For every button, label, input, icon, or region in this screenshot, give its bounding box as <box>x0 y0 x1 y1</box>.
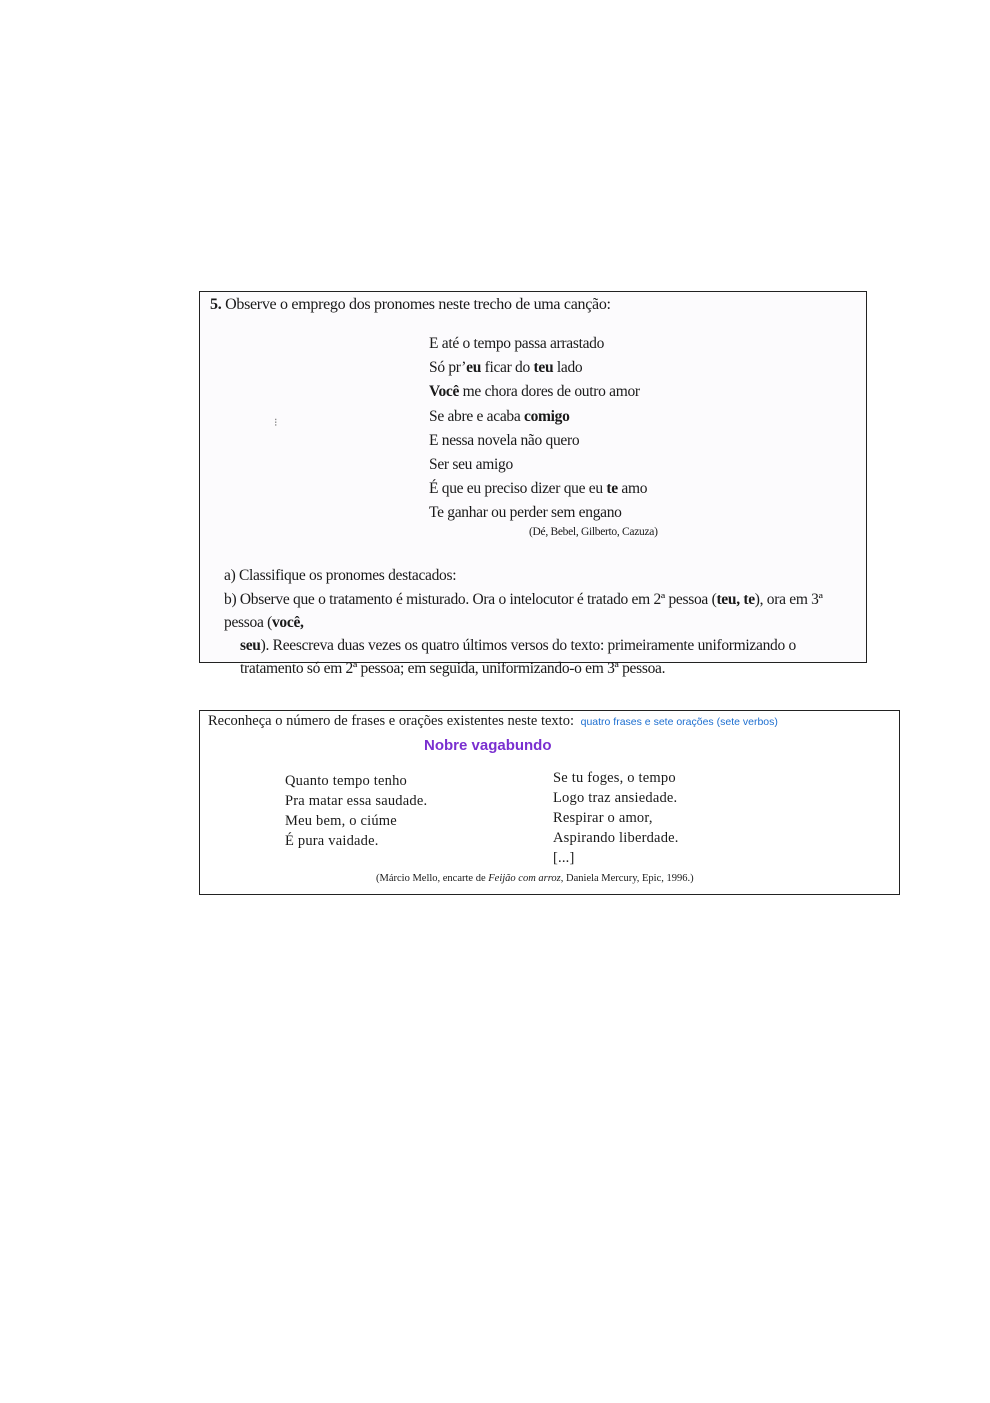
poem-title: Nobre vagabundo <box>424 737 552 754</box>
song-line-segment: teu <box>533 359 554 377</box>
song-line-segment: Ser seu amigo <box>429 455 513 473</box>
song-line <box>429 332 647 356</box>
exercise-6-box <box>199 710 900 895</box>
song-credit: (Dé, Bebel, Gilberto, Cazuza) <box>529 526 658 538</box>
exercise-5-heading <box>210 296 611 314</box>
song-line <box>429 405 647 429</box>
item-b-segment: teu, te <box>716 591 755 608</box>
song-line <box>429 501 647 525</box>
song-line-segment: comigo <box>524 407 570 425</box>
song-line <box>429 477 647 501</box>
exercise-number: 5. <box>210 296 222 313</box>
song-line-segment: É que eu preciso dizer que eu <box>429 480 607 498</box>
song-line-segment: Te ganhar ou perder sem engano <box>429 504 622 522</box>
answer-text: quatro frases e sete orações (sete verbos) <box>580 716 778 728</box>
item-b <box>224 588 854 680</box>
song-line-segment: E até o tempo passa arrastado <box>429 335 605 352</box>
stray-mark: ⁝ <box>274 417 278 429</box>
song-line-segment: eu <box>466 359 482 377</box>
song-line-segment: amo <box>617 480 648 498</box>
song-line-segment: ficar do <box>481 359 534 377</box>
song-line-segment: lado <box>553 359 583 377</box>
item-b-segment: seu <box>240 637 261 654</box>
song-excerpt <box>429 332 658 538</box>
exercise-prompt <box>208 713 778 730</box>
song-line <box>429 356 647 380</box>
source-prefix: (Márcio Mello, encarte de <box>376 873 486 884</box>
item-b-segment: ). Reescreva duas vezes os quatro últimos versos do texto: primeiramente uniformizando o tratamento só em 2ª pessoa; em seguida, uniformizando-o em 3ª pessoa. <box>240 637 796 677</box>
exercise-5-box <box>199 291 867 677</box>
poem-line: Respirar o amor, <box>553 810 653 826</box>
item-a: a) Classifique os pronomes destacados: <box>224 567 457 584</box>
item-b-segment: b) Observe que o tratamento é misturado. Ora o intelocutor é tratado em 2ª pessoa ( <box>224 591 717 608</box>
exercise-instruction: Observe o emprego dos pronomes neste trecho de uma canção: <box>225 296 611 313</box>
song-line <box>429 429 647 453</box>
song-line-segment: E nessa novela não quero <box>429 431 580 449</box>
song-line-segment: Só pr’ <box>429 359 467 377</box>
song-line-segment: Você <box>429 383 460 401</box>
left-stanza <box>285 771 427 851</box>
song-line-segment: me chora dores de outro amor <box>459 383 640 401</box>
source-album: Feijão com arroz <box>488 873 561 884</box>
song-line-segment: te <box>606 480 618 498</box>
item-b-line-1 <box>224 591 823 631</box>
poem-source <box>376 873 694 884</box>
prompt-text: Reconheça o número de frases e orações existentes neste texto: <box>208 713 574 729</box>
poem-line: Quanto tempo tenho <box>285 773 407 789</box>
song-line <box>429 380 647 404</box>
poem-line: Aspirando liberdade. <box>553 830 679 846</box>
poem-line: Se tu foges, o tempo <box>553 770 676 786</box>
item-b-line-2 <box>224 634 854 680</box>
song-line-segment: Se abre e acaba <box>429 407 525 425</box>
poem-line: Meu bem, o ciúme <box>285 813 397 829</box>
item-b-segment: ), ora em 3ª pessoa ( <box>224 591 823 631</box>
source-suffix: , Daniela Mercury, Epic, 1996.) <box>560 873 694 884</box>
poem-line: Logo traz ansiedade. <box>553 790 678 806</box>
right-stanza <box>553 768 679 868</box>
poem-line: É pura vaidade. <box>285 833 379 849</box>
poem-line: [...] <box>553 850 575 866</box>
song-line <box>429 453 647 477</box>
song-lines <box>429 332 647 526</box>
item-b-segment: você, <box>271 614 304 631</box>
poem-line: Pra matar essa saudade. <box>285 793 428 809</box>
